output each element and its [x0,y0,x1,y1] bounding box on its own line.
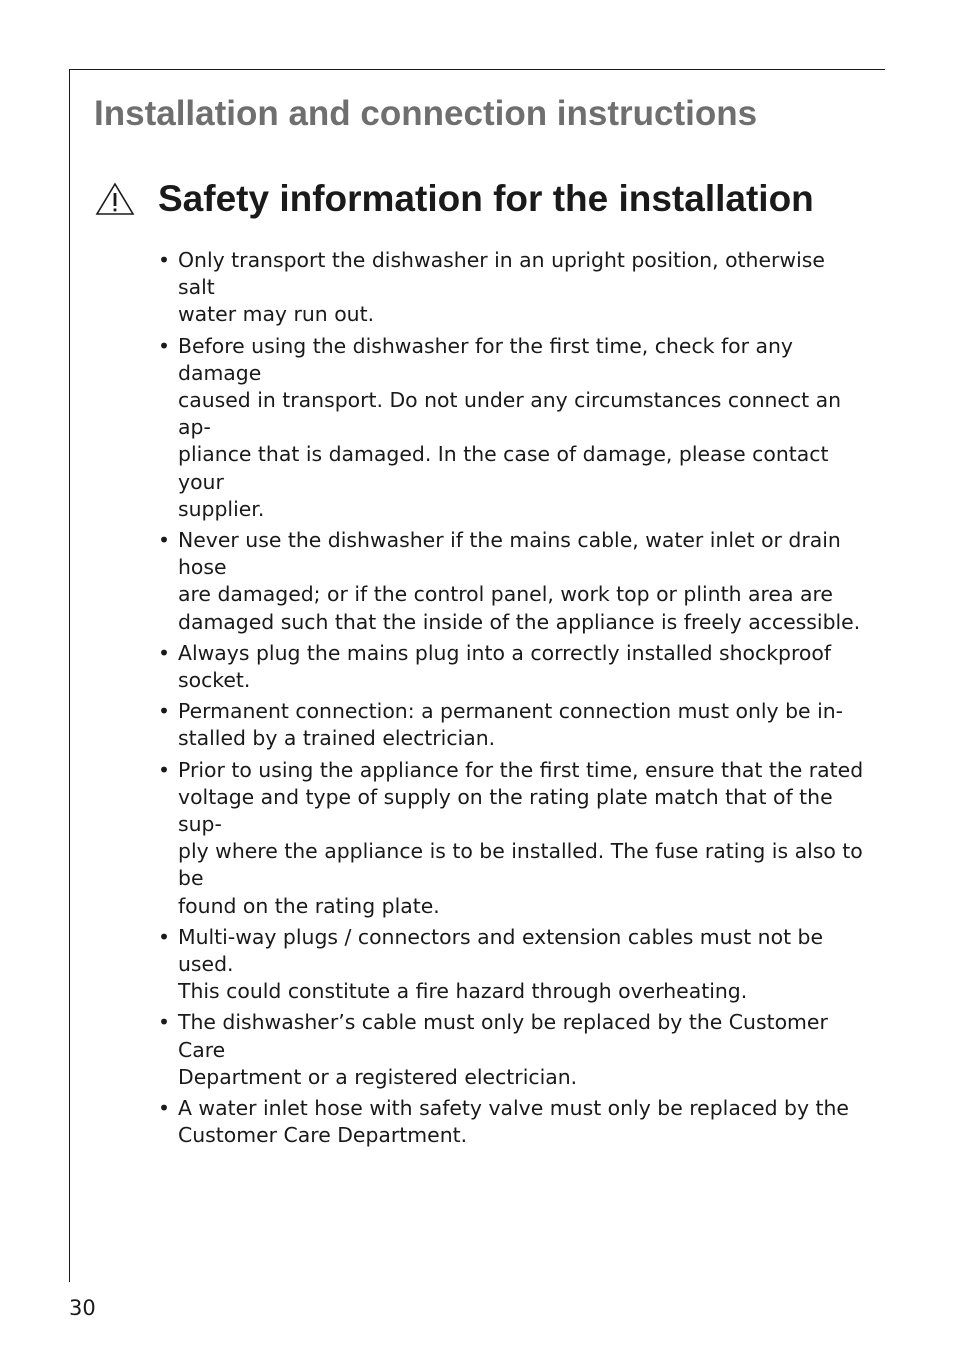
list-item [158,640,868,694]
list-item [158,698,868,752]
text-line: are damaged; or if the control panel, work top or plinth area are [178,582,833,607]
top-rule [69,69,885,70]
text-line: damaged such that the inside of the appliance is freely accessible. [178,609,861,634]
text-line: pliance that is damaged. In the case of damage, please contact your [178,442,829,494]
bullet-text [178,333,868,523]
bullet-symbol: • [158,528,171,553]
bullet-symbol: • [158,640,171,665]
bullet-text [178,1009,868,1091]
text-line: Department or a registered electrician. [178,1064,578,1089]
bullet-symbol: • [158,757,171,782]
text-line: Customer Care Department. [178,1123,468,1148]
text-line: Only transport the dishwasher in an upright position, otherwise salt [178,248,825,300]
text-line: Multi-way plugs / connectors and extension cables must not be used. [178,924,824,977]
bullet-text [178,1095,868,1149]
bullet-symbol: • [158,1096,171,1121]
page-number: 30 [69,1296,96,1320]
list-item [158,247,868,329]
text-line: Permanent connection: a permanent connection must only be in- [178,699,844,724]
text-line: The dishwasher’s cable must only be replaced by the Customer Care [178,1010,828,1062]
bullet-symbol: • [158,333,171,358]
bullet-text [178,757,868,920]
list-item [158,924,868,1006]
list-item [158,333,868,523]
list-item [158,1009,868,1091]
section-title: Safety information for the installation [158,178,814,219]
text-line: voltage and type of supply on the rating plate match that of the sup- [178,784,833,837]
list-item [158,757,868,920]
bullet-symbol: • [158,1010,171,1035]
text-line: Always plug the mains plug into a correctly installed shockproof [178,640,832,665]
text-line: stalled by a trained electrician. [178,726,496,751]
bullet-symbol: • [158,924,171,949]
list-item [158,527,868,636]
bullet-text [178,640,868,694]
text-line: This could constitute a fire hazard through overheating. [178,979,748,1004]
bullet-text [178,924,868,1006]
section-heading [95,178,814,220]
chapter-title: Installation and connection instructions [94,94,758,133]
text-line: ply where the appliance is to be installed. The fuse rating is also to be [178,839,863,891]
text-line: water may run out. [178,302,375,327]
text-line: supplier. [178,496,265,521]
warning-triangle-icon [95,182,135,216]
text-line: found on the rating plate. [178,893,440,918]
bullet-text [178,698,868,752]
text-line: A water inlet hose with safety valve must only be replaced by the [178,1096,849,1121]
list-item [158,1095,868,1149]
bullet-symbol: • [158,248,171,272]
text-line: Prior to using the appliance for the first time, ensure that the rated [178,757,864,782]
bullet-text [178,247,868,329]
text-line: Before using the dishwasher for the first time, check for any damage [178,333,793,385]
text-line: Never use the dishwasher if the mains cable, water inlet or drain hose [178,528,841,580]
text-line: caused in transport. Do not under any circumstances connect an ap- [178,388,842,440]
safety-bullet-list [158,247,868,1154]
left-rule [69,69,70,1282]
bullet-text [178,527,868,636]
text-line: socket. [178,668,251,693]
bullet-symbol: • [158,699,171,724]
